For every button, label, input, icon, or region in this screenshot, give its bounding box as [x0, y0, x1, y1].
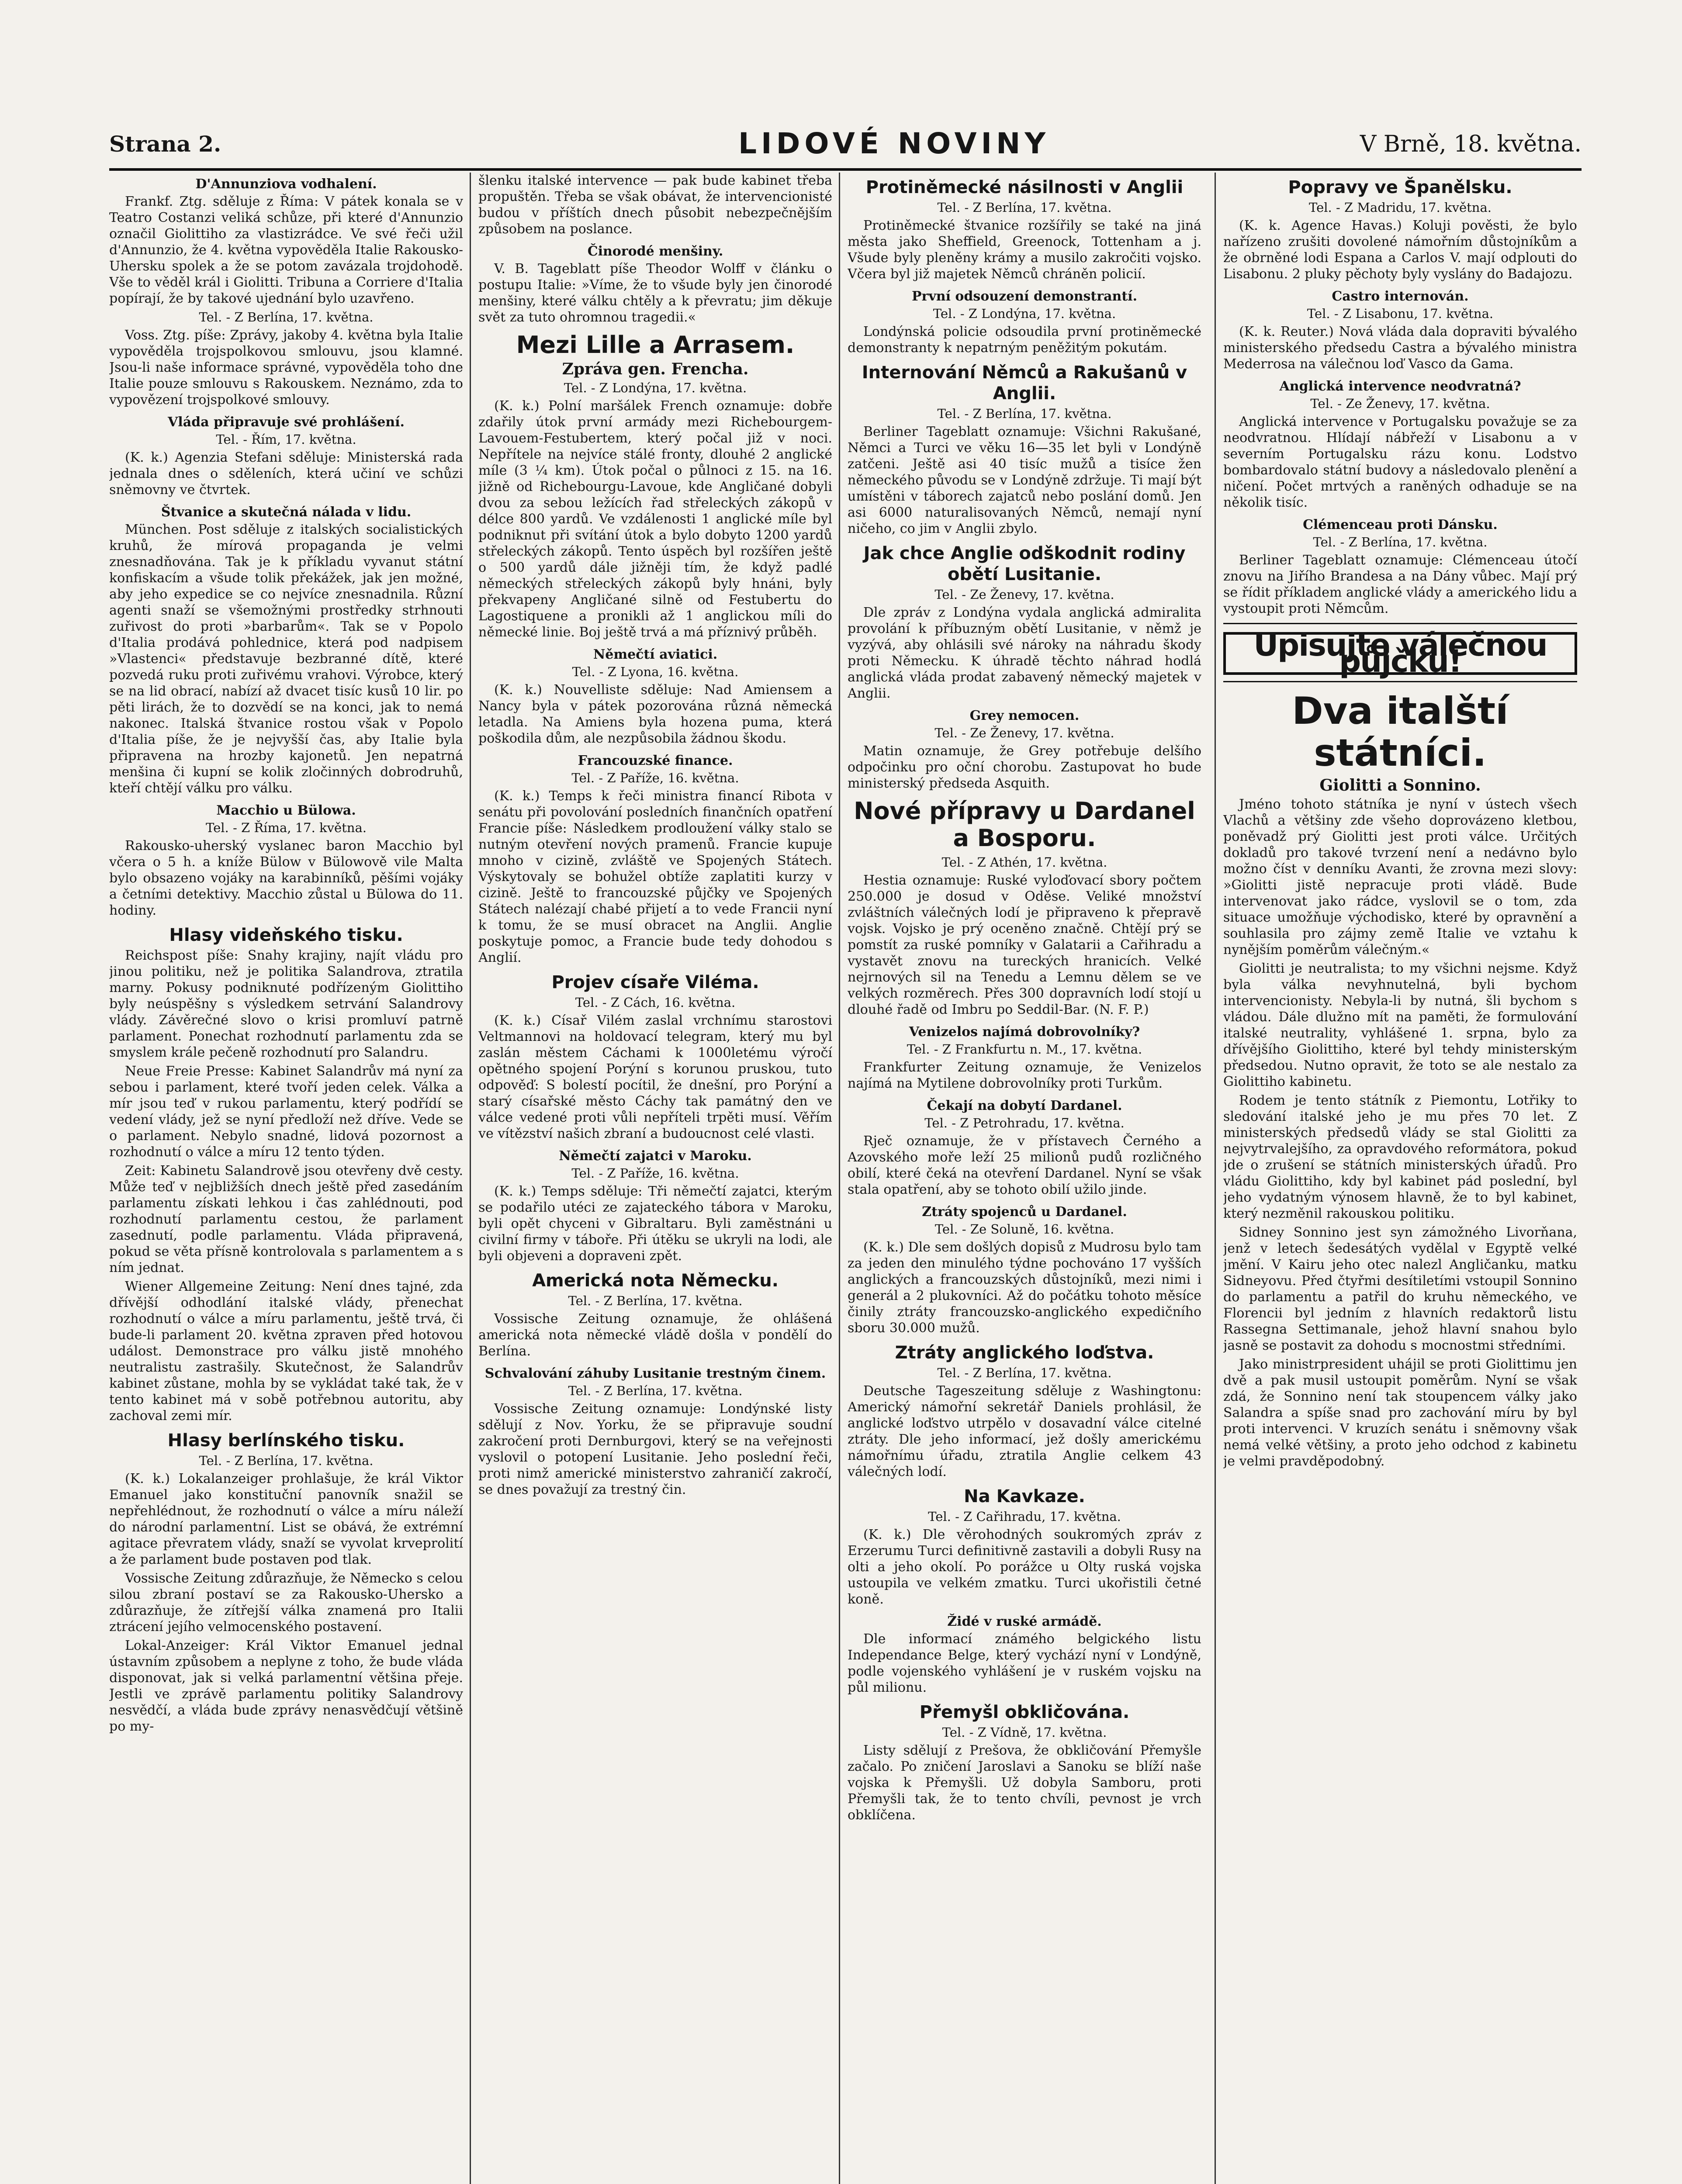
- article-paragraph: München. Post sděluje z italských socialistických kruhů, že mírová propaganda je velmi znesnadňována. Tak je k příkladu vyvanut státní konfiskacím a všude tolik překážek, jak jen možné, aby jeho expedice se co nejvíce znesnadnila. Různí agenti snaží se všemožnými prostředky strhnouti zuřivost do proti »barbarům«. Tak se v Popolo d'Italia prodává pohlednice, která pod nadpisem »Vlastenci« představuje bezbranné dítě, které pozvedá ruku proti zuřivému vrahovi. Výrobce, který se na lid obrací, nabízí až dvacet tisíc kusů 10 lir. po pěti lirách, že to dozvědí se na konci, jak to nemá nakonec. Italská štvanice rostou však v Popolo d'Italia píše, že je nejvyšší čas, aby Italie byla připravena na hrozby kajonetů. Jen nepatrná menšina či kupní se kolik zločinných dobrodruhů, kteří chtějí válku pro válku.: [109, 522, 463, 796]
- headline: Projev císaře Viléma.: [551, 972, 759, 992]
- article-dateline: Tel. - Z Londýna, 17. května.: [933, 306, 1116, 321]
- article-title: Činorodé menšiny.: [587, 244, 723, 259]
- headline: Americká nota Německu.: [532, 1271, 779, 1291]
- article: [109, 1430, 463, 1735]
- article-title: Clémenceau proti Dánsku.: [1303, 517, 1498, 532]
- article-dateline: Tel. - Z Berlína, 17. května.: [937, 406, 1112, 421]
- article: [478, 753, 832, 966]
- article: [1223, 288, 1577, 372]
- article-paragraph: Voss. Ztg. píše: Zprávy, jakoby 4. května byla Italie vypověděla trojspolkovou smlouvu, jsou klamné. Jsou-li naše informace správné, vypověděla toho dne Italie pouze smlouvu s Rakouskem. Neznámo, zda to vypovězení trojspolkové smlouvy.: [109, 328, 463, 408]
- article: [848, 288, 1201, 356]
- article: [478, 646, 832, 746]
- article: [848, 1342, 1201, 1480]
- article: [848, 798, 1201, 1018]
- article-title: D'Annunziova vodhalení.: [195, 176, 377, 192]
- article-dateline: Tel. - Z Lyona, 16. května.: [572, 664, 739, 679]
- article-dateline: Tel. - Z Frankfurtu n. M., 17. května.: [907, 1042, 1142, 1057]
- article-dateline: Tel. - Z Berlína, 17. května.: [1313, 535, 1488, 549]
- article-dateline: Tel. - Z Berlína, 17. května.: [199, 1453, 374, 1468]
- article-dateline: Tel. - Z Athén, 17. května.: [941, 855, 1107, 870]
- article-dateline: Tel. - Z Berlína, 17. května.: [568, 1383, 743, 1398]
- headline: Na Kavkaze.: [964, 1486, 1085, 1507]
- article-dateline: Tel. - Z Berlína, 17. května.: [199, 310, 374, 325]
- article: [848, 1204, 1201, 1336]
- article-dateline: Tel. - Z Cách, 16. května.: [575, 995, 736, 1010]
- article: [1223, 517, 1577, 617]
- headline: Přemyšl obkličována.: [919, 1702, 1130, 1722]
- article: [848, 1702, 1201, 1823]
- article-paragraph: Vossische Zeitung oznamuje: Londýnské listy sdělují z Nov. Yorku, že se připravuje soudní zakročení proti Dernburgovi, který se na veřejnosti vyslovil o potopení Lusitanie. Jeho poslední řeči, proti nimž americké ministerstvo zahraničí zakročí, se dnes považují za trestný čin.: [478, 1401, 832, 1497]
- article-paragraph: (K. k.) Temps k řeči ministra financí Ribota v senátu při povolování posledních finančních opatření Francie píše: Následkem prodloužení války stalo se nutným otevření nových pramenů. Francie kupuje mnoho v cizině, zvláště ve Spojených Státech. Výskytovaly se bohužel obtíže zaplatiti kurzy v cizině. Ještě to francouzské půjčky ve Spojených Státech nalézají chabé přijetí a to vede Francii nyní k tomu, že se musí obracet na Anglii. Anglie poskytuje pomoc, a Francie bude tedy dohodou s Anglií.: [478, 788, 832, 965]
- column-divider: [470, 173, 471, 2184]
- war-loan-banner: Upisujte válečnou půjčku!: [1223, 632, 1577, 675]
- article-paragraph: Vossische Zeitung zdůrazňuje, že Německo s celou silou zbraní postaví se za Rakousko-Uhersko a zdůrazňuje, že zítřejší válka znamená pro Italii ztrácení jejího velmocenského postavení.: [109, 1571, 463, 1635]
- article-title: Venizelos najímá dobrovolníky?: [909, 1024, 1140, 1040]
- article-title: Hlasy berlínského tisku.: [167, 1431, 405, 1451]
- article-dateline: Tel. - Z Říma, 17. května.: [206, 820, 367, 835]
- article-paragraph: (K. k.) Dle věrohodných soukromých zpráv z Erzerumu Turci definitivně zastavili a dobyli Rusy na olti a jeho okolí. Po porážce u Olty ruská vojska ustoupila ve velkém zmatku. Turci ukořistili četné koně.: [848, 1527, 1201, 1607]
- article-paragraph: (K. k.) Agenzia Stefani sděluje: Ministerská rada jednala dnes o sděleních, která učiní ve schůzi sněmovny ve čtvrtek.: [109, 450, 463, 498]
- newspaper-title: LIDOVÉ NOVINY: [738, 127, 1050, 160]
- article: [478, 972, 832, 1142]
- subheadline: Giolitti a Sonnino.: [1319, 776, 1481, 795]
- subheadline: Zpráva gen. Frencha.: [562, 360, 749, 378]
- article-paragraph: Hestia oznamuje: Ruské vyloďovací sbory počtem 250.000 je dosud v Oděse. Veliké množství zvláštních válečných lodí je připraveno k přepravě vojsk. Vojsko je prý oceněno značně. Chtějí prý se pomstít za ruské pomníky v Galatarii a Cařihradu a vystavět znovu na tureckých hranicích. Velké nejrnových sil na Tenedu a Lemnu dělem se ve velkých rozměrech. Přes 300 dopravních lodí stojí u dlouhé řadě od Imbru po Seddil-Bar. (N. F. P.): [848, 873, 1201, 1017]
- article: [848, 708, 1201, 791]
- article-paragraph: Protiněmecké štvanice rozšířily se také na jiná města jako Sheffield, Greenock, Tottenham a j. Všude byly pleněny krámy a musilo zakročiti vojsko. Včera byl již majetek Němců chráněn policií.: [848, 218, 1201, 282]
- headline: Internování Němců a Rakušanů v Anglii.: [862, 363, 1187, 404]
- column-2: [478, 173, 832, 2184]
- article-paragraph: Londýnská policie odsoudila první protiněmecké demonstranty k nepatrným peněžitým pokutám.: [848, 324, 1201, 356]
- article-dateline: Tel. - Z Cařihradu, 17. května.: [928, 1509, 1121, 1524]
- article-title: Schvalování záhuby Lusitanie trestným činem.: [485, 1366, 826, 1381]
- article: [1223, 378, 1577, 511]
- article-title: Čekají na dobytí Dardanel.: [927, 1098, 1122, 1113]
- headline: Jak chce Anglie odškodnit rodiny obětí Lusitanie.: [863, 543, 1186, 584]
- article: [478, 1270, 832, 1359]
- article-paragraph: Zeit: Kabinetu Salandrově jsou otevřeny dvě cesty. Může teď v nejbližších dnech ještě před zasedáním parlamentu získati lehkou i čas zahlédnouti, pod rozhodnutí parlamentu cestou, že parlament zasednutí, podle parlamentu. Vláda připravená, pokud se věta přísně kontrolovala s parlamentem a s ním jednat.: [109, 1163, 463, 1275]
- section-rule: [1223, 681, 1577, 682]
- page-number: Strana 2.: [109, 131, 221, 157]
- article-paragraph: Reichspost píše: Snahy krajiny, najít vládu pro jinou politiku, než je politika Salandrova, ztratila marny. Pokusy podniknuté podřízeným Giolittiho byly neúspěšny s výsledkem setrvání Salandrovy vlády. Závěrečné slovo o krisi promluví patrně parlament. Ponechat rozhodnutí parlamentu zda se smyslem krále pečeně rozhodnutí pro Salandru.: [109, 948, 463, 1060]
- column-4: [1223, 173, 1577, 2184]
- article-title: Němečtí zajatci v Maroku.: [559, 1148, 752, 1164]
- article-paragraph: (K. k.) Temps sděluje: Tři němečtí zajatci, kterým se podařilo utéci ze zajateckého tábora v Maroku, byli opět chyceni v Gibraltaru. Byli zaměstnáni u civilní firmy v táboře. Při útěku se ukryli na lodi, ale byli objeveni a dopraveni zpět.: [478, 1184, 832, 1264]
- headline: Nové přípravy u Dardanel a Bosporu.: [854, 797, 1195, 852]
- article: [848, 543, 1201, 702]
- article-title: Vláda připravuje své prohlášení.: [168, 415, 405, 430]
- column-divider: [839, 173, 840, 2184]
- article-dateline: Tel. - Z Madridu, 17. května.: [1308, 200, 1492, 215]
- article-paragraph: Dle informací známého belgického listu Independance Belge, který vychází nyní v Londýně, podle vojenského vyhlášení je v ruském vojsku na půl milionu.: [848, 1631, 1201, 1695]
- article-dateline: Tel. - Z Berlína, 17. května.: [568, 1293, 743, 1308]
- article-paragraph: (K. k.) Nouvelliste sděluje: Nad Amiensem a Nancy byla v pátek pozorována různá německá letadla. Na Amiens byla hozena puma, která poškodila dům, ale nezpůsobila žádnou škodu.: [478, 682, 832, 746]
- header-rule: [109, 168, 1582, 171]
- article-paragraph: (K. k. Reuter.) Nová vláda dala dopraviti bývalého ministerského předsedu Castra a bývalého ministra Mederrosa na válečnou loď Vasco da Gama.: [1223, 324, 1577, 372]
- article: [1223, 177, 1577, 282]
- article: [848, 362, 1201, 537]
- article-paragraph: Rakousko-uherský vyslanec baron Macchio byl včera o 5 h. a kníže Bülow v Bülowově vile Malta bylo obsazeno vojáky na karabinníků, pěšími vojáky a četními detektivy. Macchio zůstal u Bülowa do 11. hodiny.: [109, 838, 463, 918]
- article-paragraph: Deutsche Tageszeitung sděluje z Washingtonu: Americký námořní sekretář Daniels prohlásil, že anglické loďstvo utrpělo v dosavadní válce citelné ztráty. Dle jeho informací, jež došly americkému námořnímu úřadu, ztratila Anglie celkem 43 válečných lodí.: [848, 1383, 1201, 1479]
- article-paragraph: Giolitti je neutralista; to my všichni nejsme. Když byla válka nevyhnutelná, byli bychom intervencionisty. Nebyla-li by nutná, šli bychom s vládou. Dále dlužno mít na paměti, že formulování italské neutrality, vyhlášené 1. srpna, bylo za dřívějšího Giolittiho, které byl tehdy ministerským předsedou. Nutno opravit, že toto se ale nestalo za Giolittiho kabinetu.: [1223, 961, 1577, 1089]
- article-paragraph: Frankf. Ztg. sděluje z Říma: V pátek konala se v Teatro Costanzi veliká schůze, při které d'Annunzio označil Giolittiho za vlastizrádce. Ve své řeči užil d'Annunzio, že 4. května vypověděla Italie Rakousko-Uhersku spolek a že se potom zavázala trojdohodě. Vše to věděl král i Giolitti. Tribuna a Corriere d'Italia popírají, že by takové ujednání bylo uzavřeno.: [109, 194, 463, 306]
- article-title: Macchio u Bülowa.: [216, 803, 356, 818]
- article: [109, 925, 463, 1424]
- article-paragraph: Jako ministrpresident uhájil se proti Giolittimu jen dvě a pak musil ustoupit poměrům. Nyní se však zdá, že Sonnino není tak stoupencem války jako Salandra a spíše snad pro zachování míru by byl proti intervenci. V kruzích senátu i sněmovny však nemá velké většiny, a proto jeho odchod z kabinetu je velmi pravděpodobný.: [1223, 1357, 1577, 1469]
- article-dateline: Tel. - Ze Soluně, 16. května.: [934, 1222, 1114, 1237]
- article: [109, 176, 463, 408]
- article-dateline: Tel. - Z Londýna, 17. května.: [564, 380, 747, 395]
- article-dateline: Tel. - Ze Ženevy, 17. května.: [1310, 396, 1490, 411]
- section-rule: [1223, 623, 1577, 624]
- article: [848, 1098, 1201, 1198]
- article-paragraph: (K. k.) Císař Vilém zaslal vrchnímu starostovi Veltmannovi na holdovací telegram, který mu byl zaslán městem Cáchami k 1000letému výročí opětného spojení Porýní s korunou pruskou, tuto odpověď: S bolestí pocítil, že dnešní, pro Porýní a starý císařské město Cáchy tak památný den ve válce vedené proti vůli nepříteli trpěti musí. Věřím ve vítězství našich zbraní a budoucnost celé vlasti.: [478, 1013, 832, 1141]
- article: [1223, 690, 1577, 1469]
- article: [478, 243, 832, 325]
- article-title: Ztráty spojenců u Dardanel.: [922, 1204, 1127, 1220]
- article: [478, 1365, 832, 1498]
- article-paragraph: (K. k.) Dle sem došlých dopisů z Mudrosu bylo tam za jeden den minulého týdne pochováno 17 vyšších anglických a francouzských důstojníků, mezi nimi i generál a 2 plukovníci. Až do počátku tohoto měsíce činily ztráty francouzsko-anglického expedičního sboru 30.000 mužů.: [848, 1240, 1201, 1336]
- article-paragraph: (K. k.) Lokalanzeiger prohlašuje, že král Viktor Emanuel jako konstituční panovník snažil se nepřehlédnout, že rozhodnutí o válce a míru náleží do národní parlamentní. List se obává, že extrémní agitace převratem vlády, snaží se vyvolat krveprolití a že parlament bude postaven pod tlak.: [109, 1471, 463, 1567]
- article-paragraph: Sidney Sonnino jest syn zámožného Livorňana, jenž v letech šedesátých vydělal v Egyptě velké jmění. V Kairu jeho otec nalezl Angličanku, matku Sidneyovu. Před čtyřmi desítiletími vstoupil Sonnino do parlamentu a patřil do kruhu německého, ve Florencii byl jedním z hlavních redaktorů listu Rassegna Settimanale, jehož hlavní snahou bylo jasně se postavit za dohodu s mocnostmi středními.: [1223, 1225, 1577, 1353]
- article-paragraph: (K. k.) Polní maršálek French oznamuje: dobře zdařily útok první armády mezi Richebourgem-Lavouem-Festubertem, který počal již v noci. Nepřítele na nejvíce stálé fronty, dlouhé 2 anglické míle (3 ¼ km). Útok počal o půlnoci z 15. na 16. jižně od Richebourgu-Lavoue, kde Angličané dobyli dvou za sebou ležících řad střeleckých zákopů v délce 800 yardů. Ve vzdálenosti 1 anglické míle byl podniknut při svítání útok a bylo dobyto 1200 yardů střeleckých zákopů. Tento úspěch byl rozšířen ještě o 500 yardů dále jižněji tím, že když padlé německých střeleckých zákopů byly hnáni, byly překvapeny Angličané silně od Festubertu do Lagostiquene a pronikli až 1 anglickou míli do německé linie. Boj ještě trvá a má příznivý průběh.: [478, 398, 832, 640]
- article-paragraph: Jméno tohoto státníka je nyní v ústech všech Vlachů a většiny zde všeho doprovázeno kletbou, poněvadž prý Giolitti jest proti válce. Určitých dokladů pro takové tvrzení není a nedávno bylo možno číst v denníku Avanti, že zrovna mezi slovy: »Giolitti jistě nepracuje proti vládě. Bude intervenovat jako rádce, vyslovil se o tom, zda situace umožňuje východisko, které by opravnění a souhlasila pro zájmy země Italie ve vztahu k nynějším poměrům válečným.«: [1223, 797, 1577, 957]
- article-dateline: Tel. - Z Paříže, 16. května.: [571, 771, 739, 785]
- article-title: Grey nemocen.: [969, 708, 1080, 723]
- article-paragraph: Neue Freie Presse: Kabinet Salandrův má nyní za sebou i parlament, které tvoří jeden celek. Válka a mír jsou teď v rukou parlamentu, který podřídí se vedení vlády, jež se nyní předloží než dříve. Vede se o parlament. Nebylo snadné, lidová pozornost a rozhodnutí o válce a míru 12 tento týden.: [109, 1064, 463, 1160]
- article-title: První odsouzení demonstrantí.: [911, 289, 1138, 304]
- article: [848, 177, 1201, 282]
- article-paragraph: V. B. Tageblatt píše Theodor Wolff v článku o postupu Italie: »Víme, že to všude byly jen činorodé menšiny, které válku chtěly a k převratu; jim děkuje svět za tuto ohromnou tragedii.«: [478, 261, 832, 325]
- article-paragraph: Wiener Allgemeine Zeitung: Není dnes tajné, zda dřívější odhodlání italské vlády, přenechat rozhodnutí o válce a míru parlamentu, ještě trvá, či bude-li parlament 20. května zpraven před hotovou událost. Demonstrace pro válku jistě mnohého neutralistu zastrašily. Skutečnost, že Salandrův kabinet zůstane, mohla by se vykládat také tak, že v tento kabinet má v sobě potřebnou autoritu, aby zachoval zemi mír.: [109, 1279, 463, 1424]
- article: [478, 173, 832, 237]
- article-title: Židé v ruské armádě.: [947, 1614, 1102, 1629]
- article-title: Hlasy videňského tisku.: [169, 925, 403, 945]
- headline: Mezi Lille a Arrasem.: [516, 331, 795, 359]
- article: [478, 1148, 832, 1264]
- article: [109, 802, 463, 919]
- article: [109, 414, 463, 498]
- article: [109, 504, 463, 796]
- article-paragraph: Listy sdělují z Prešova, že obkličování Přemyšle začalo. Po zničení Jaroslavi a Sanoku se blíží naše vojska k Přemyšli. Už dobyla Samboru, proti Přemyšli tak, že to tento chvíli, pevnost je vrch obklíčena.: [848, 1743, 1201, 1823]
- article-dateline: Tel. - Z Lisabonu, 17. května.: [1307, 306, 1494, 321]
- article-paragraph: Vossische Zeitung oznamuje, že ohlášená americká nota německé vládě došla v pondělí do Berlína.: [478, 1311, 832, 1359]
- headline: Popravy ve Španělsku.: [1288, 177, 1512, 197]
- article-paragraph: Berliner Tageblatt oznamuje: Všichni Rakušané, Němci a Turci ve věku 16—35 let byli v Londýně zatčeni. Ještě asi 40 tisíc mužů a tisíce žen německého původu se v Londýně zdržuje. Ti mají být umístěni v táborech zajatců nebo poslání domů. Jen asi 6000 naturalisovaných Němců, nemají nyní ničeho, co jim v Anglii zbylo.: [848, 424, 1201, 536]
- feature-headline: Dva italští státníci.: [1292, 689, 1509, 775]
- article-dateline: Tel. - Řím, 17. května.: [216, 432, 356, 447]
- article-paragraph: Frankfurter Zeitung oznamuje, že Venizelos najímá na Mytilene dobrovolníky proti Turkům.: [848, 1060, 1201, 1091]
- column-1: [109, 173, 463, 2184]
- article-dateline: Tel. - Z Paříže, 16. května.: [571, 1166, 739, 1181]
- article-title: Francouzské finance.: [578, 753, 733, 768]
- headline: Ztráty anglického loďstva.: [895, 1343, 1154, 1363]
- article: [478, 332, 832, 640]
- column-divider: [1215, 173, 1216, 2184]
- article-title: Castro internován.: [1332, 289, 1469, 304]
- article-dateline: Tel. - Z Berlína, 17. května.: [937, 1365, 1112, 1380]
- article-paragraph: šlenku italské intervence — pak bude kabinet třeba propuštěn. Třeba se však obávat, že intervencionisté budou v příštích dnech působit nebezpečnějším způsobem na poslance.: [478, 173, 832, 237]
- article-title: Němečtí aviatici.: [593, 647, 718, 662]
- article-paragraph: Matin oznamuje, že Grey potřebuje delšího odpočinku pro oční chorobu. Zastupovat ho bude ministerský předseda Asquith.: [848, 743, 1201, 791]
- column-3: [848, 173, 1201, 2184]
- dateline: V Brně, 18. května.: [1360, 131, 1582, 157]
- article-title: Anglická intervence neodvratná?: [1279, 379, 1521, 394]
- article-paragraph: Anglická intervence v Portugalsku považuje se za neodvratnou. Hlídají nábřeží v Lisabonu a v severním Portugalsku rázu konu. Lodstvo bombardovalo státní budovy a následovalo plenění a ničení. Počet mrtvých a raněných odhaduje se na několik tisíc.: [1223, 414, 1577, 510]
- article-paragraph: Rodem je tento státník z Piemontu, Lotřiky to sledování italské jeho je mu přes 70 let. Z ministerských předsedů vlády se stal Giolitti za nejvytrvalejšího, za opravdového reformátora, pokud jde o zrušení se státních ministerských úřadů. Pro vládu Giolittiho, kdy byl kabinet pád poslední, byl jeho vydatným výnosem hlavně, že to byl kabinet, který nezměnil rakouskou politiku.: [1223, 1093, 1577, 1221]
- article-dateline: Tel. - Z Petrohradu, 17. května.: [924, 1116, 1125, 1130]
- article-paragraph: Lokal-Anzeiger: Král Viktor Emanuel jednal ústavním způsobem a neplyne z toho, že bude vláda disponovat, jak si velká parlamentní většina přeje. Jestli ve zprávě parlamentu politiky Salandrovy nesvědčí, a vláda bude zprávy nenasvědčují většině po my-: [109, 1638, 463, 1734]
- article: [848, 1024, 1201, 1092]
- article-dateline: Tel. - Ze Ženevy, 17. května.: [934, 726, 1114, 740]
- article-dateline: Tel. - Z Vídně, 17. května.: [942, 1725, 1107, 1740]
- article-title: Štvanice a skutečná nálada v lidu.: [161, 505, 412, 520]
- article-paragraph: (K. k. Agence Havas.) Koluji pověsti, že bylo nařízeno zrušiti dovolené námořním důstojníkům a že obrněné lodi Espana a Carlos V. mají odplouti do Lisabonu. 2 pluky pěchoty byly vyslány do Badajozu.: [1223, 218, 1577, 282]
- article-paragraph: Rječ oznamuje, že v přístavech Černého a Azovského moře leží 25 milionů pudů rozličného obilí, které čeká na otevření Dardanel. Nyní se však stala opatření, aby se tohoto obilí užilo jinde.: [848, 1133, 1201, 1197]
- article-dateline: Tel. - Z Berlína, 17. května.: [937, 200, 1112, 215]
- article-paragraph: Berliner Tageblatt oznamuje: Clémenceau útočí znovu na Jiřího Brandesa a na Dány vůbec. Mají prý se řídit příkladem anglické vlády a amerického lidu a vystoupit proti Němcům.: [1223, 553, 1577, 616]
- article-paragraph: Dle zpráv z Londýna vydala anglická admiralita provolání k příbuzným obětí Lusitanie, v němž je vyzývá, aby ohlásili své nároky na náhradu škody proti Německu. K úhradě těchto náhrad hodlá anglická vláda prodat zabavený německý majetek v Anglii.: [848, 605, 1201, 701]
- page-header: [109, 127, 1582, 166]
- article: [848, 1486, 1201, 1607]
- article-dateline: Tel. - Ze Ženevy, 17. května.: [934, 587, 1114, 602]
- headline: Protiněmecké násilnosti v Anglii: [865, 177, 1184, 197]
- article: [848, 1614, 1201, 1696]
